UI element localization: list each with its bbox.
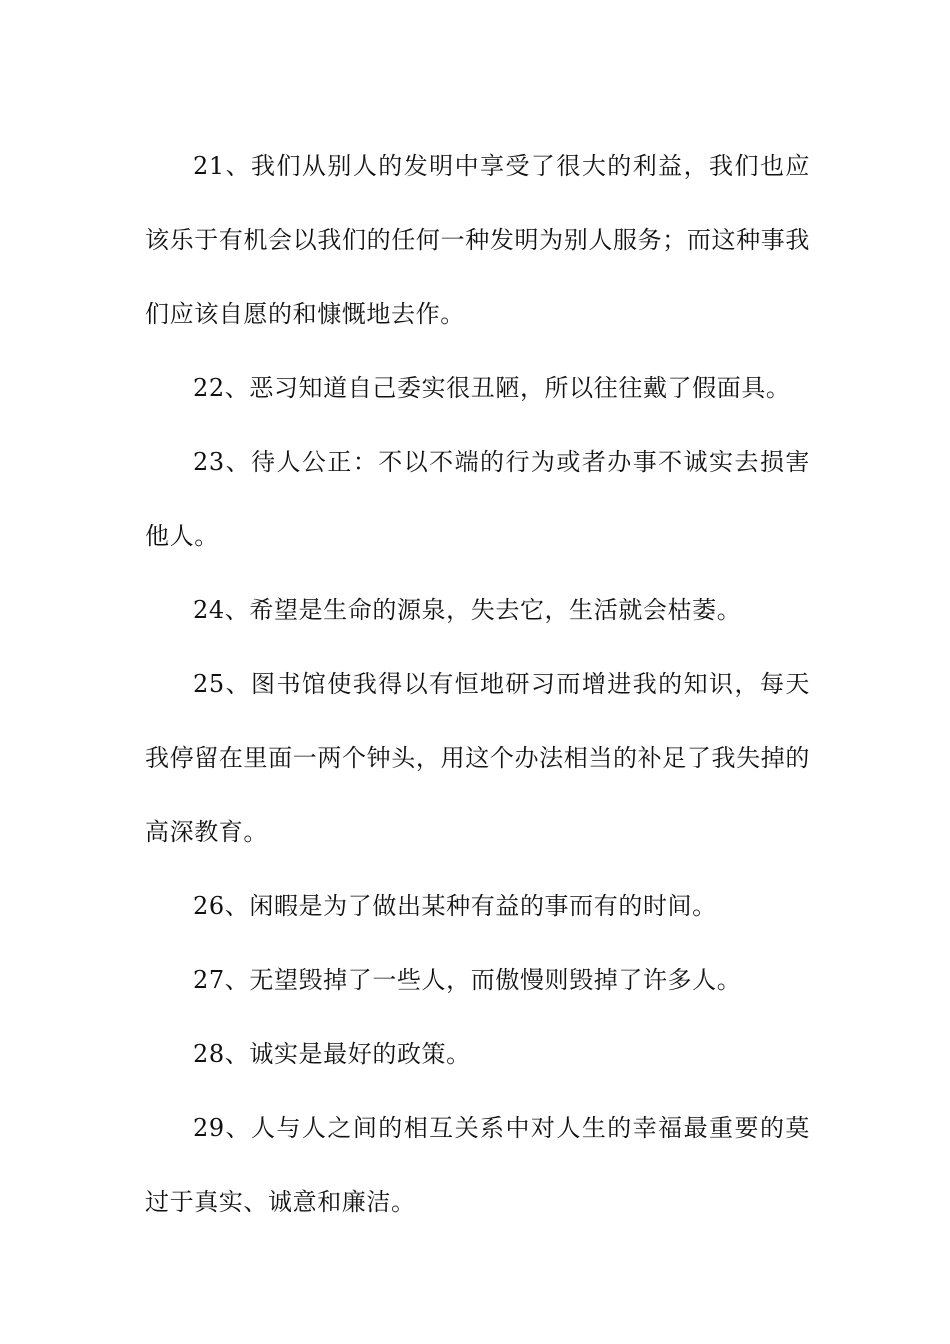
paragraph-21: 21、我们从别人的发明中享受了很大的利益，我们也应该乐于有机会以我们的任何一种发明为别人服务；而这种事我们应该自愿的和慷慨地去作。 [145, 152, 810, 328]
paragraph-22: 22、恶习知道自己委实很丑陋，所以往往戴了假面具。 [193, 374, 791, 402]
paragraph-27: 27、无望毁掉了一些人，而傲慢则毁掉了许多人。 [193, 966, 742, 994]
paragraph-26: 26、闲暇是为了做出某种有益的事而有的时间。 [193, 892, 717, 920]
document-body [145, 129, 810, 1239]
paragraph-29: 29、人与人之间的相互关系中对人生的幸福最重要的莫过于真实、诚意和廉洁。 [145, 1114, 810, 1216]
paragraph-25: 25、图书馆使我得以有恒地研习而增进我的知识，每天我停留在里面一两个钟头，用这个办法相当的补足了我失掉的高深教育。 [145, 670, 810, 846]
paragraph-24: 24、希望是生命的源泉，失去它，生活就会枯萎。 [193, 596, 742, 624]
paragraph-23: 23、待人公正：不以不端的行为或者办事不诚实去损害他人。 [145, 448, 810, 550]
paragraph-28: 28、诚实是最好的政策。 [193, 1040, 471, 1068]
